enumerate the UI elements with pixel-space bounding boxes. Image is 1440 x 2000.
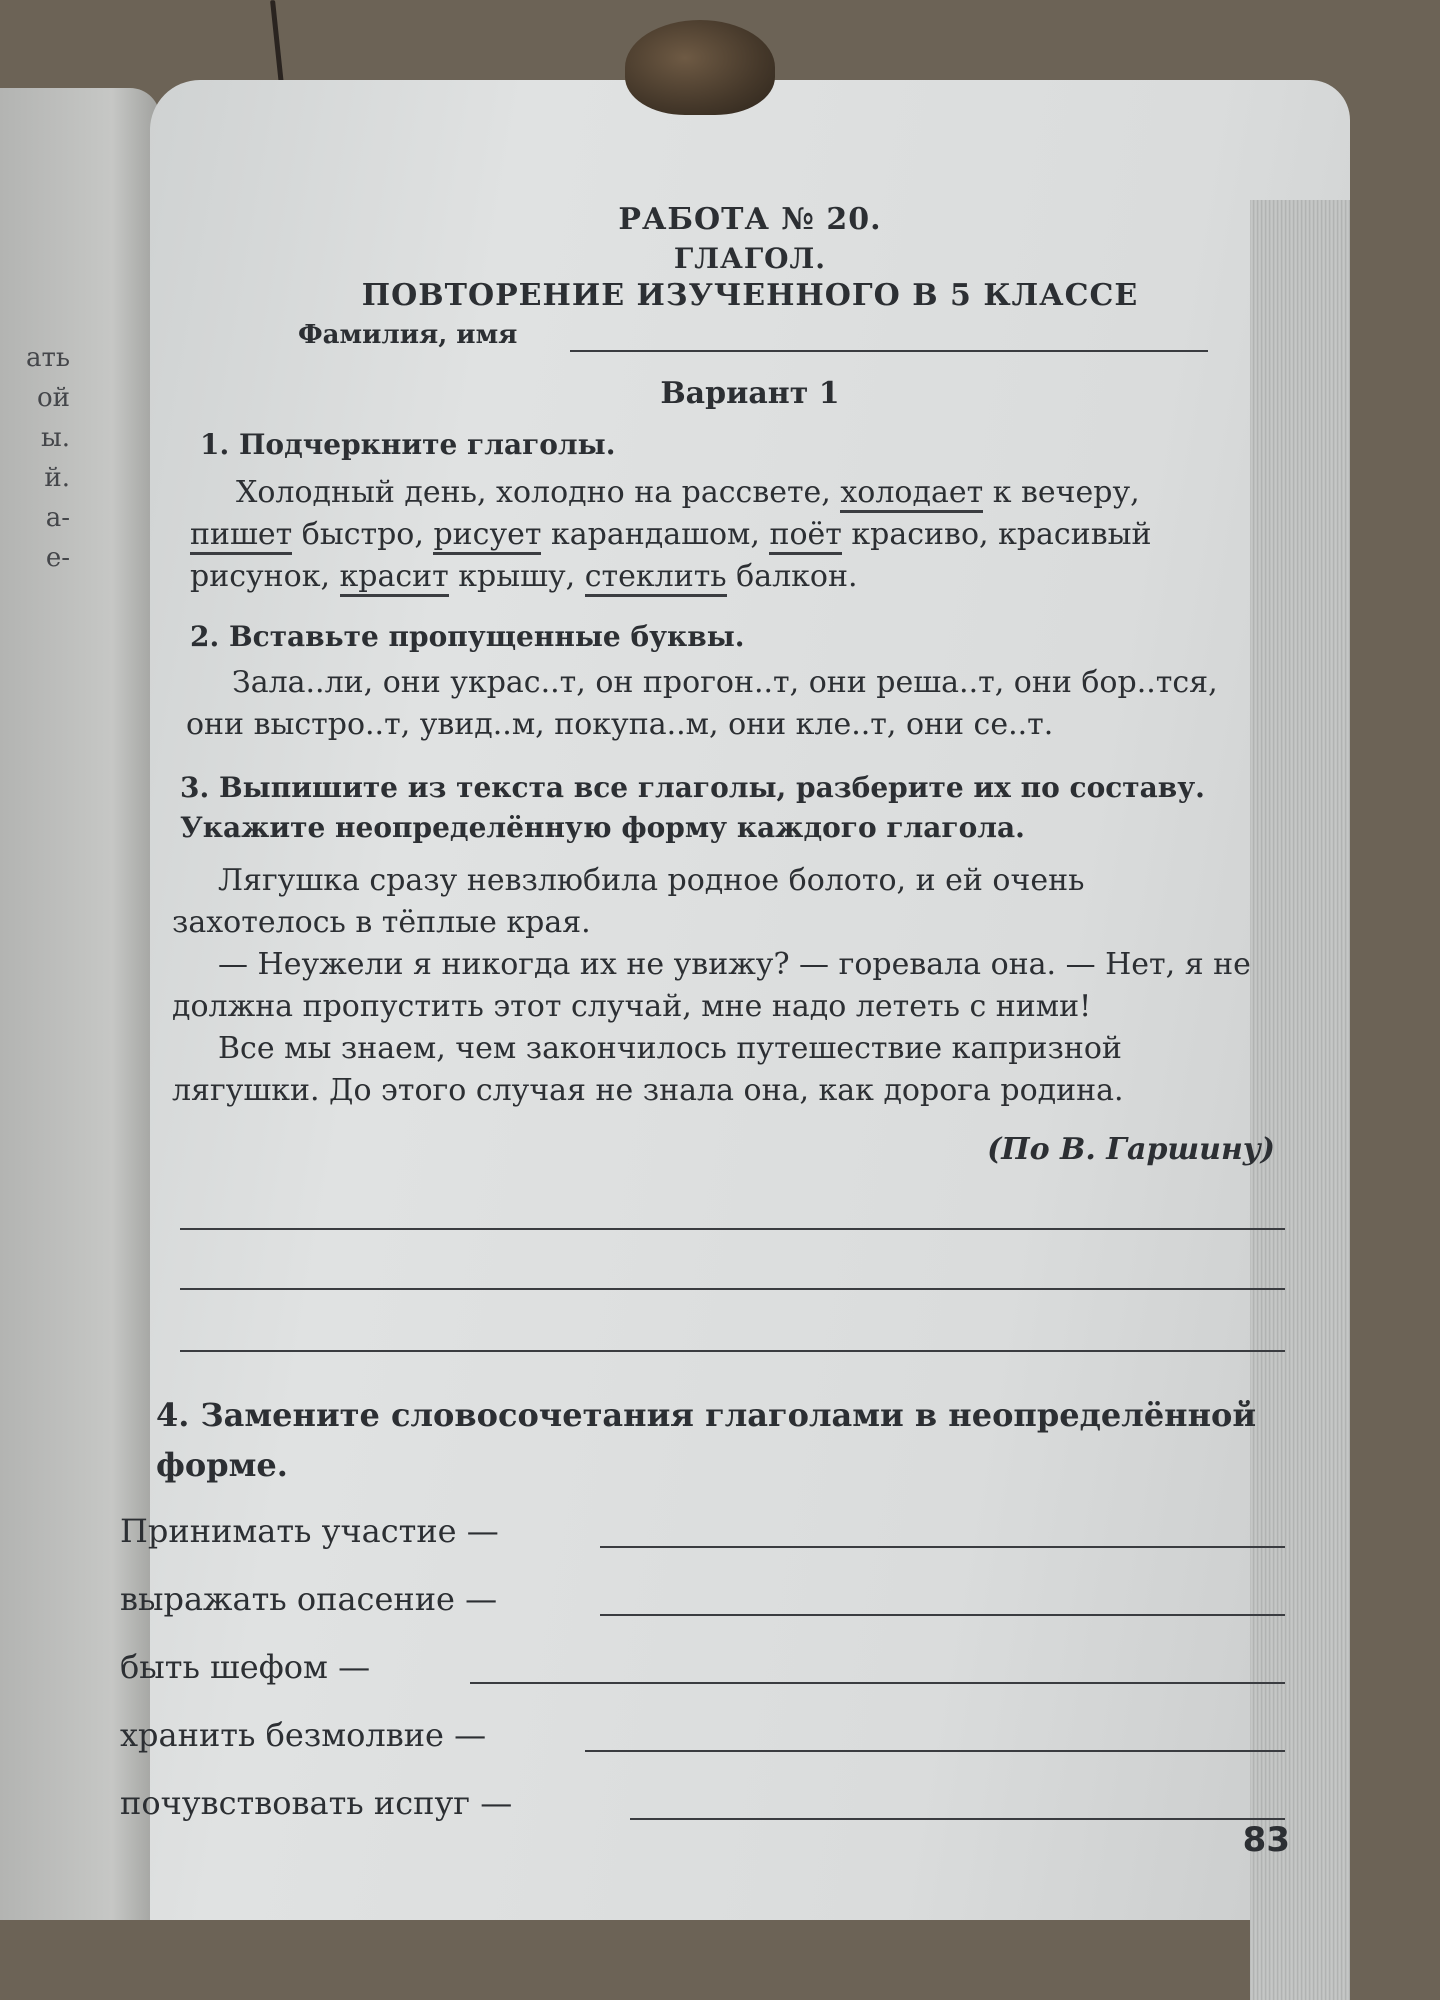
work-title: РАБОТА № 20. <box>618 202 882 237</box>
underlined-verb: рисует <box>433 517 541 555</box>
task1-text: Холодный день, холодно на рассвете, холодает к вечеру, пишет быстро, рисует карандашом, поёт красиво, красивый рисунок, красит крышу, стеклить балкон. <box>190 472 1250 598</box>
topic-title: ГЛАГОЛ. <box>673 242 827 275</box>
answer-line[interactable] <box>585 1750 1285 1752</box>
variant-heading: Вариант 1 <box>660 376 840 411</box>
task4-title: 4. Замените словосочетания глаголами в неопределённой форме. <box>156 1396 1257 1484</box>
answer-line[interactable] <box>180 1228 1285 1230</box>
task1-title: 1. Подчеркните глаголы. <box>200 428 616 461</box>
left-fragment: ой <box>37 383 70 413</box>
task3-paragraph: — Неужели я никогда их не увижу? — горевала она. — Нет, я не должна пропустить этот случай, мне надо лететь с ними! <box>172 947 1251 1024</box>
right-page <box>120 80 1350 1920</box>
answer-line[interactable] <box>180 1288 1285 1290</box>
task2-title: 2. Вставьте пропущенные буквы. <box>190 620 745 653</box>
answer-line[interactable] <box>630 1818 1285 1820</box>
underlined-verb: поёт <box>769 517 841 555</box>
task3-paragraph: Все мы знаем, чем закончилось путешествие капризной лягушки. До этого случая не знала она, как дорога родина. <box>172 1031 1124 1108</box>
answer-line[interactable] <box>600 1614 1285 1616</box>
answer-line[interactable] <box>470 1682 1285 1684</box>
underlined-verb: красит <box>340 559 449 597</box>
task3-title: 3. Выпишите из текста все глаголы, разберите их по составу. Укажите неопределённую форму каждого глагола. <box>180 771 1205 844</box>
list-item: быть шефом — <box>120 1648 1285 1716</box>
left-fragment: е- <box>45 543 70 573</box>
underlined-verb: стеклить <box>585 559 727 597</box>
bookmark-knot <box>625 20 775 115</box>
list-item: почувствовать испуг — <box>120 1784 1285 1852</box>
list-item: выражать опасение — <box>120 1580 1285 1648</box>
list-item: хранить безмолвие — <box>120 1716 1285 1784</box>
task4-list <box>120 1512 1285 1852</box>
task3-paragraph: Лягушка сразу невзлюбила родное болото, и ей очень захотелось в тёплые края. <box>172 863 1085 940</box>
left-fragment: ы. <box>41 423 70 453</box>
subtitle: ПОВТОРЕНИЕ ИЗУЧЕННОГО В 5 КЛАССЕ <box>361 278 1139 313</box>
underlined-verb: холодает <box>840 475 983 513</box>
underlined-verb: пишет <box>190 517 292 555</box>
task3-text <box>172 860 1262 1112</box>
name-label: Фамилия, имя <box>298 320 518 350</box>
answer-line[interactable] <box>180 1350 1285 1352</box>
name-answer-line[interactable] <box>570 350 1208 352</box>
answer-line[interactable] <box>600 1546 1285 1548</box>
list-item: Принимать участие — <box>120 1512 1285 1580</box>
left-page-text-fragments <box>0 338 70 578</box>
left-fragment: а- <box>45 503 70 533</box>
source-attribution: (По В. Гаршину) <box>987 1132 1275 1167</box>
left-fragment: ать <box>25 343 70 373</box>
task2-text: Зала..ли, они украс..т, он прогон..т, они реша..т, они бор..тся, они выстро..т, увид..м, покупа..м, они кле..т, они се..т. <box>186 665 1218 742</box>
page-number: 83 <box>1242 1820 1290 1860</box>
name-field[interactable] <box>298 320 1208 360</box>
left-fragment: й. <box>44 463 70 493</box>
